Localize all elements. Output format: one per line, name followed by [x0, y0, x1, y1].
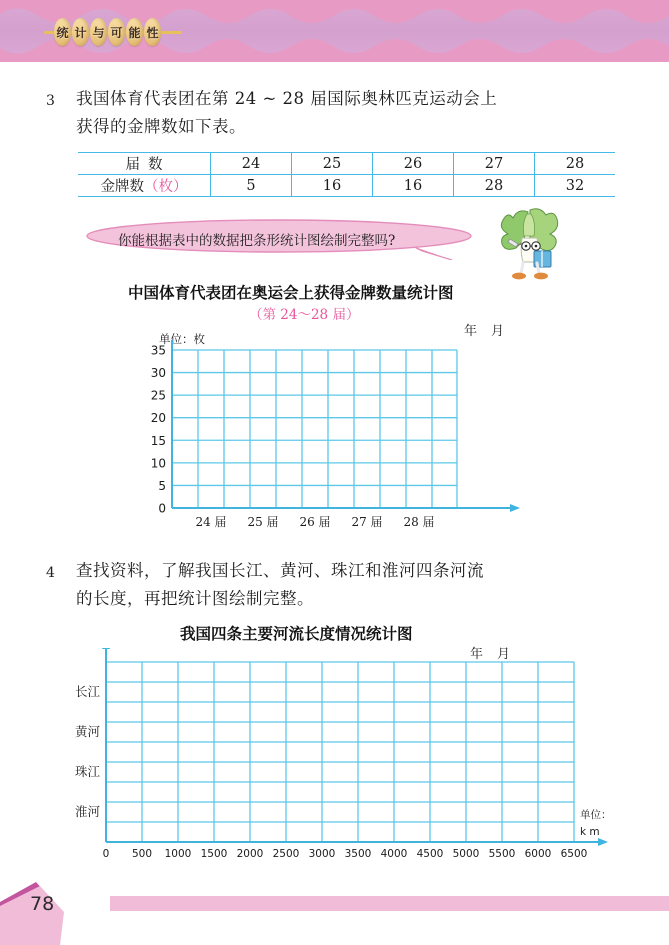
footer-bar — [110, 896, 669, 911]
x-tick: 3000 — [308, 848, 336, 860]
table-row-header-medals: 金牌数（枚） — [78, 175, 211, 197]
y-tick: 35 — [150, 343, 166, 358]
page-number: 78 — [30, 893, 55, 915]
x-tick: 500 — [131, 848, 153, 860]
chart-2-x-axis — [106, 838, 608, 846]
abacus-bead: 统 — [54, 18, 71, 46]
table-cell: 16 — [373, 175, 454, 197]
speech-bubble — [86, 218, 486, 260]
chart-1-y-axis — [168, 340, 176, 508]
question-3-line1: 我国体育代表团在第 24 ~ 28 届国际奥林匹克运动会上 — [76, 89, 498, 108]
x-tick: 2000 — [236, 848, 264, 860]
y-tick: 0 — [158, 501, 166, 516]
abacus-bead: 与 — [90, 18, 107, 46]
y-tick: 5 — [158, 478, 166, 493]
row-label: 淮河 — [74, 804, 100, 819]
chart-1-unit-label: 单位：枚 — [159, 332, 205, 346]
y-tick: 10 — [150, 456, 166, 471]
abacus-beads — [54, 18, 161, 46]
row-label: 黄河 — [74, 724, 100, 739]
table-cell: 32 — [535, 175, 616, 197]
speech-bubble-text: 你能根据表中的数据把条形统计图绘制完整吗? — [118, 233, 396, 249]
chart-1-gridlines — [172, 350, 457, 508]
x-tick: 1500 — [200, 848, 228, 860]
x-category: 26 届 — [299, 515, 331, 529]
x-tick: 5000 — [452, 848, 480, 860]
question-4-number: 4 — [46, 565, 55, 581]
river-length-bar-chart — [60, 648, 640, 863]
y-tick: 15 — [150, 433, 166, 448]
chart-2-gridlines — [106, 662, 574, 842]
chart-1-date-blank: 年月 — [464, 324, 519, 339]
abacus-bead: 计 — [72, 18, 89, 46]
gold-medal-bar-chart — [130, 340, 530, 540]
table-cell: 5 — [211, 175, 292, 197]
x-tick: 6500 — [560, 848, 588, 860]
table-row — [78, 153, 615, 175]
chart-1-title: 中国体育代表团在奥运会上获得金牌数量统计图 — [128, 284, 454, 302]
y-tick: 25 — [150, 388, 166, 403]
chart-2-row-labels — [75, 684, 101, 819]
unit-line-2: k m — [580, 826, 600, 838]
cabbage-mascot-icon — [494, 206, 564, 284]
page-header-banner — [0, 0, 669, 62]
chart-1-x-category-labels — [195, 515, 434, 529]
table-cell: 28 — [454, 175, 535, 197]
footer-corner-decoration — [0, 860, 130, 945]
x-category: 24 届 — [195, 515, 227, 529]
x-category: 28 届 — [403, 515, 435, 529]
table-cell: 27 — [454, 153, 535, 175]
medal-data-table — [78, 152, 615, 197]
table-unit-label: （枚） — [144, 179, 188, 195]
chart-2-x-tick-labels — [103, 848, 588, 860]
x-tick: 1000 — [164, 848, 192, 860]
chart-2-date-blank: 年月 — [470, 647, 525, 662]
unit-title-abacus — [54, 18, 161, 46]
table-row-header-sessions: 届数 — [78, 153, 211, 175]
chart-2-title: 我国四条主要河流长度情况统计图 — [180, 625, 413, 643]
x-tick: 3500 — [344, 848, 372, 860]
chart-2-y-axis — [102, 648, 110, 842]
chart-2-unit-label — [580, 808, 612, 838]
question-4-line1: 查找资料，了解我国长江、黄河、珠江和淮河四条河流 — [76, 561, 484, 580]
abacus-bead: 能 — [126, 18, 143, 46]
x-tick: 2500 — [272, 848, 300, 860]
table-row — [78, 175, 615, 197]
x-tick: 4500 — [416, 848, 444, 860]
question-3-line2: 获得的金牌数如下表。 — [76, 117, 246, 136]
unit-line-1: 单位： — [580, 809, 612, 821]
question-3-number: 3 — [46, 93, 55, 109]
y-tick: 20 — [150, 411, 166, 426]
x-category: 27 届 — [351, 515, 383, 529]
x-tick: 6000 — [524, 848, 552, 860]
row-label: 长江 — [74, 684, 100, 699]
abacus-bead: 可 — [108, 18, 125, 46]
abacus-bead: 性 — [144, 18, 161, 46]
table-cell: 28 — [535, 153, 616, 175]
x-tick: 0 — [102, 848, 110, 860]
chart-1-subtitle: （第 24～28 届） — [249, 307, 360, 323]
row-label: 珠江 — [74, 764, 100, 779]
table-cell: 24 — [211, 153, 292, 175]
y-tick: 30 — [150, 366, 166, 381]
question-4-line2: 的长度，再把统计图绘制完整。 — [76, 589, 314, 608]
chart-1-y-tick-labels — [151, 344, 166, 516]
x-tick: 5500 — [488, 848, 516, 860]
x-category: 25 届 — [247, 515, 279, 529]
x-tick: 4000 — [380, 848, 408, 860]
table-cell: 16 — [292, 175, 373, 197]
table-cell: 26 — [373, 153, 454, 175]
table-cell: 25 — [292, 153, 373, 175]
